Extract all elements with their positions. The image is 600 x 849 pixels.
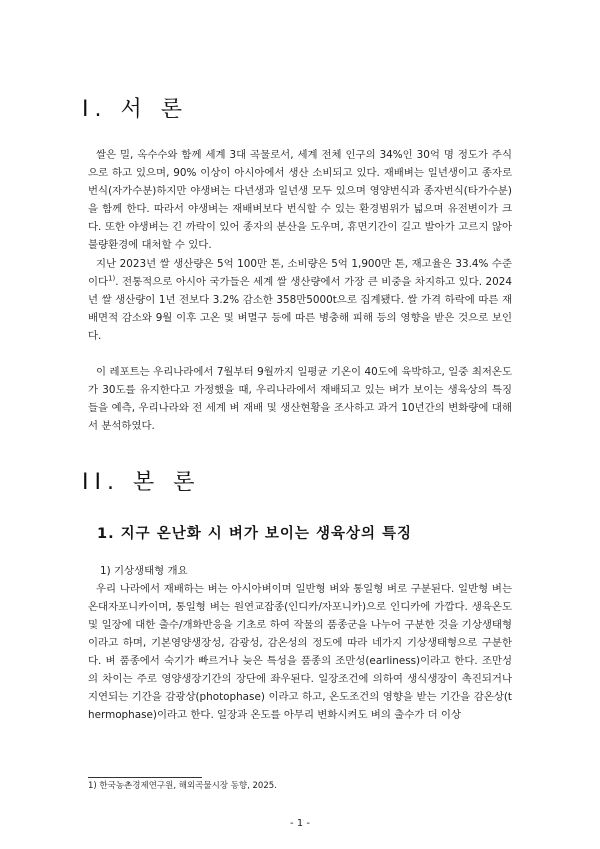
intro-paragraph-2-rest: . 전통적으로 아시아 국가들은 세계 쌀 생산량에서 가장 큰 비중을 차지하고 있다. 2024년 쌀 생산량이 1년 전보다 3.2% 감소한 358만5000t으로 집계됐다. 쌀 가격 하락에 따른 재배면적 감소와 9월 이후 고온 및 벼멸구 등에 따른 병충해 피해 등의 영향을 받은 것으로 보인다. [88,276,512,342]
intro-paragraph-3: 이 레포트는 우리나라에서 7월부터 9월까지 일평균 기온이 40도에 육박하고, 일중 최저온도가 30도를 유지한다고 가정했을 때, 우리나라에서 재배되고 있는 벼가 보이는 생육상의 특징들을 예측, 우리나라와 전 세계 벼 재배 및 생산현황을 조사하고 과거 10년간의 변화량에 대해서 분석하였다. [88,366,512,432]
footnote-divider [88,777,202,778]
body-paragraph-1: 우리 나라에서 재배하는 벼는 아시아벼이며 일반형 벼와 통일형 벼로 구분된다. 일반형 벼는 온대자포니카이며, 통일형 벼는 원연교잡종(인디카/자포니카)으로 인디카에 가깝다. 생육온도 및 일장에 대한 출수/개화반응을 기초로 하여 작물의 품종군을 나누어 구분한 것을 기상생태형이라고 하며, 기본영양생장성, 감광성, 감온성의 정도에 따라 네가지 기상생태형으로 구분한다. 벼 품종에서 숙기가 빠르거나 늦은 특성을 품종의 조만성(earliness)이라고 한다. 조만성의 차이는 주로 영양생장기간의 장단에 좌우된다. 일장조건에 의하여 생식생장이 촉진되거나 지연되는 기간을 감광상(photophase) 이라고 하고, 온도조건의 영향을 받는 기간을 감온상(thermophase)이라고 한다. 일장과 온도를 아무리 변화시켜도 벼의 출수가 더 이상 [88,583,512,721]
item-label: 1) 기상생태형 개요 [100,565,188,577]
footnote-reference: 1) [108,274,116,283]
section-heading-introduction: I. 서 론 [82,97,188,122]
footnote: 1) 한국농촌경제연구원, 해외곡물시장 동향, 2025. [88,781,277,791]
section-heading-body: II. 본 론 [82,470,201,495]
intro-paragraph-2-start: 지난 2023년 쌀 생산량은 5억 100만 톤, 소비량은 5억 1,900만 톤, 재고율은 33.4% 수준이다 [88,258,512,288]
page-number: - 1 - [290,818,310,829]
intro-paragraph-1: 쌀은 밀, 옥수수와 함께 세계 3대 곡물로서, 세계 전체 인구의 34%인 30억 명 정도가 주식으로 하고 있으며, 90% 이상이 아시아에서 생산 소비되고 있다. 재배벼는 일년생이고 종자로 번식(자가수분)하지만 야생벼는 다년생과 일년생 모두 있으며 영양번식과 종자번식(타가수분)을 함께 한다. 따라서 야생벼는 재배벼보다 번식할 수 있는 환경범위가 넓으며 유전변이가 크다. 또한 야생벼는 긴 까락이 있어 종자의 분산을 도우며, 휴면기간이 길고 발아가 고르지 않아 불량환경에 대처할 수 있다. [88,149,512,251]
subsection-heading: 1. 지구 온난화 시 벼가 보이는 생육상의 특징 [97,526,413,542]
intro-paragraph-2 [88,255,512,345]
